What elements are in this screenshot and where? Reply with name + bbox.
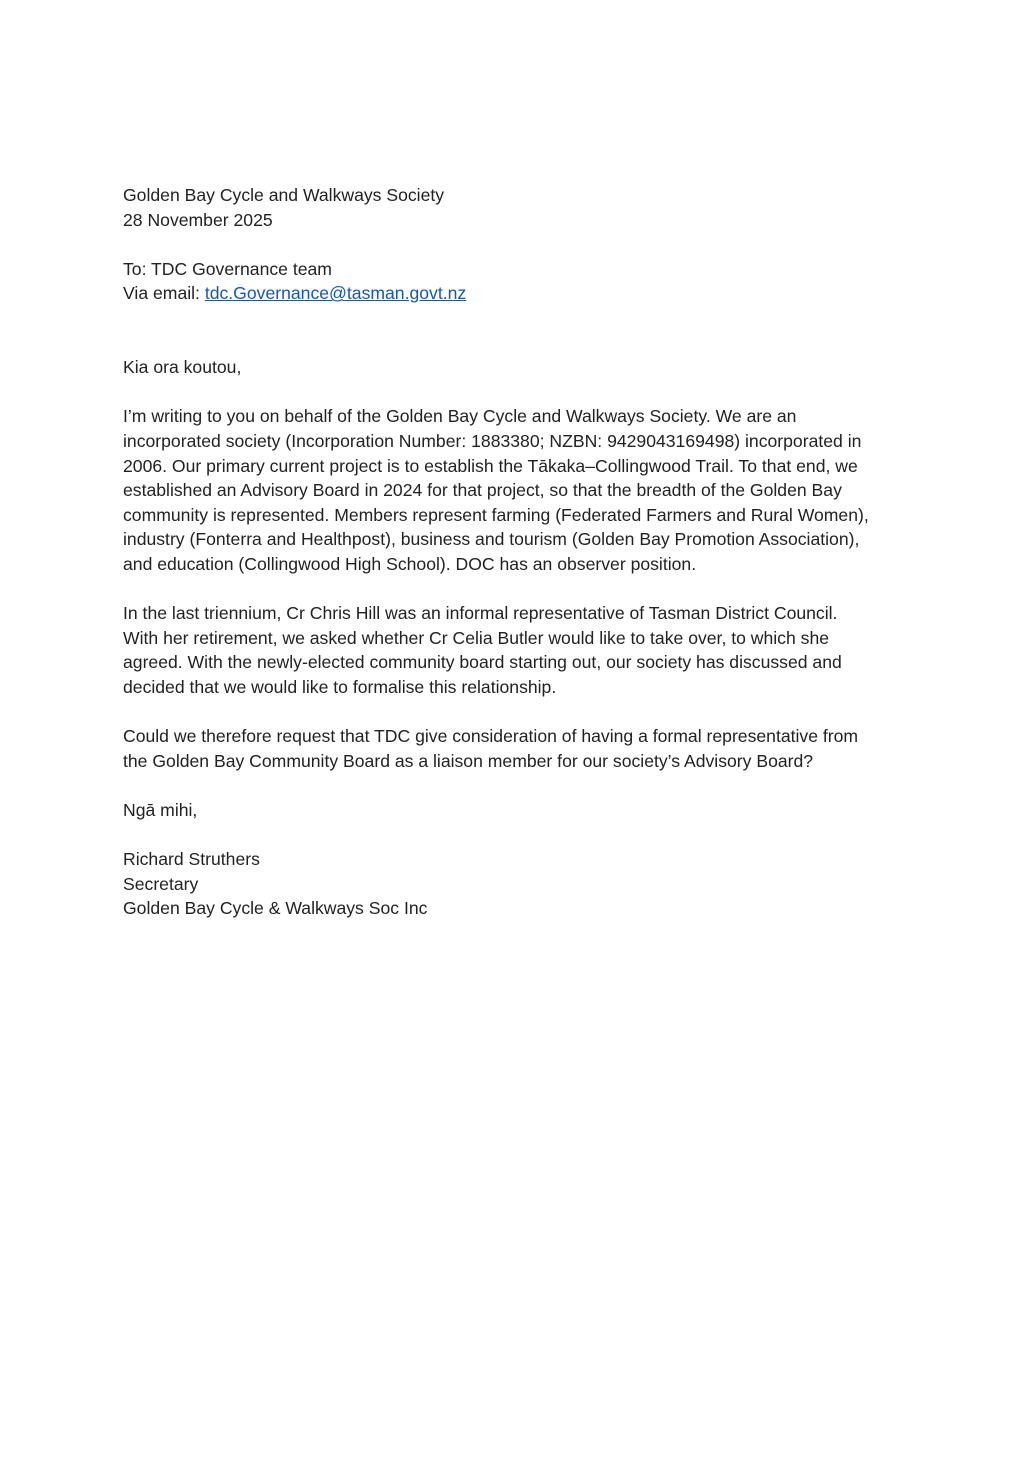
spacer	[123, 380, 923, 405]
via-email-label: Via email:	[123, 283, 205, 304]
signature-title: Secretary	[123, 873, 199, 894]
paragraph-introduction	[123, 404, 923, 576]
paragraph-line: I’m writing to you on behalf of the Golden Bay Cycle and Walkways Society. We are an	[123, 406, 797, 427]
sender-organisation: Golden Bay Cycle and Walkways Society	[123, 185, 445, 205]
email-link[interactable]: tdc.Governance@tasman.govt.nz	[204, 283, 467, 304]
spacer	[123, 577, 923, 602]
spacer	[123, 232, 923, 257]
paragraph-line: In the last triennium, Cr Chris Hill was an informal representative of Tasman District Council.	[123, 603, 838, 624]
paragraph-line: 2006. Our primary current project is to establish the Tākaka–Collingwood Trail. To that end, we	[123, 455, 858, 476]
paragraph-line: and education (Collingwood High School). DOC has an observer position.	[123, 553, 697, 574]
paragraph-line: Could we therefore request that TDC give consideration of having a formal representative from	[123, 726, 859, 747]
signature-organisation: Golden Bay Cycle & Walkways Soc Inc	[123, 898, 428, 919]
recipient-to-line: To: TDC Governance team	[123, 258, 332, 279]
spacer	[123, 699, 923, 724]
greeting: Kia ora koutou,	[123, 357, 242, 378]
letter-date: 28 November 2025	[123, 209, 273, 230]
paragraph-line: the Golden Bay Community Board as a liaison member for our society’s Advisory Board?	[123, 750, 814, 771]
paragraph-representation	[123, 601, 923, 699]
paragraph-line: decided that we would like to formalise this relationship.	[123, 676, 557, 697]
spacer	[123, 822, 923, 847]
spacer	[123, 773, 923, 798]
signature-name: Richard Struthers	[123, 849, 260, 870]
recipient-email-line	[123, 281, 923, 306]
paragraph-line: incorporated society (Incorporation Number: 1883380; NZBN: 9429043169498) incorporated in	[123, 430, 862, 451]
closing: Ngā mihi,	[123, 799, 198, 820]
letter-body	[123, 183, 923, 921]
paragraph-line: established an Advisory Board in 2024 for that project, so that the breadth of the Golden Bay	[123, 480, 842, 501]
paragraph-line: industry (Fonterra and Healthpost), business and tourism (Golden Bay Promotion Association),	[123, 529, 860, 550]
paragraph-line: With her retirement, we asked whether Cr Celia Butler would like to take over, to which she	[123, 627, 830, 648]
paragraph-line: agreed. With the newly-elected community board starting out, our society has discussed and	[123, 652, 842, 673]
spacer	[123, 306, 923, 355]
paragraph-request	[123, 724, 923, 773]
paragraph-line: community is represented. Members represent farming (Federated Farmers and Rural Women),	[123, 504, 869, 525]
